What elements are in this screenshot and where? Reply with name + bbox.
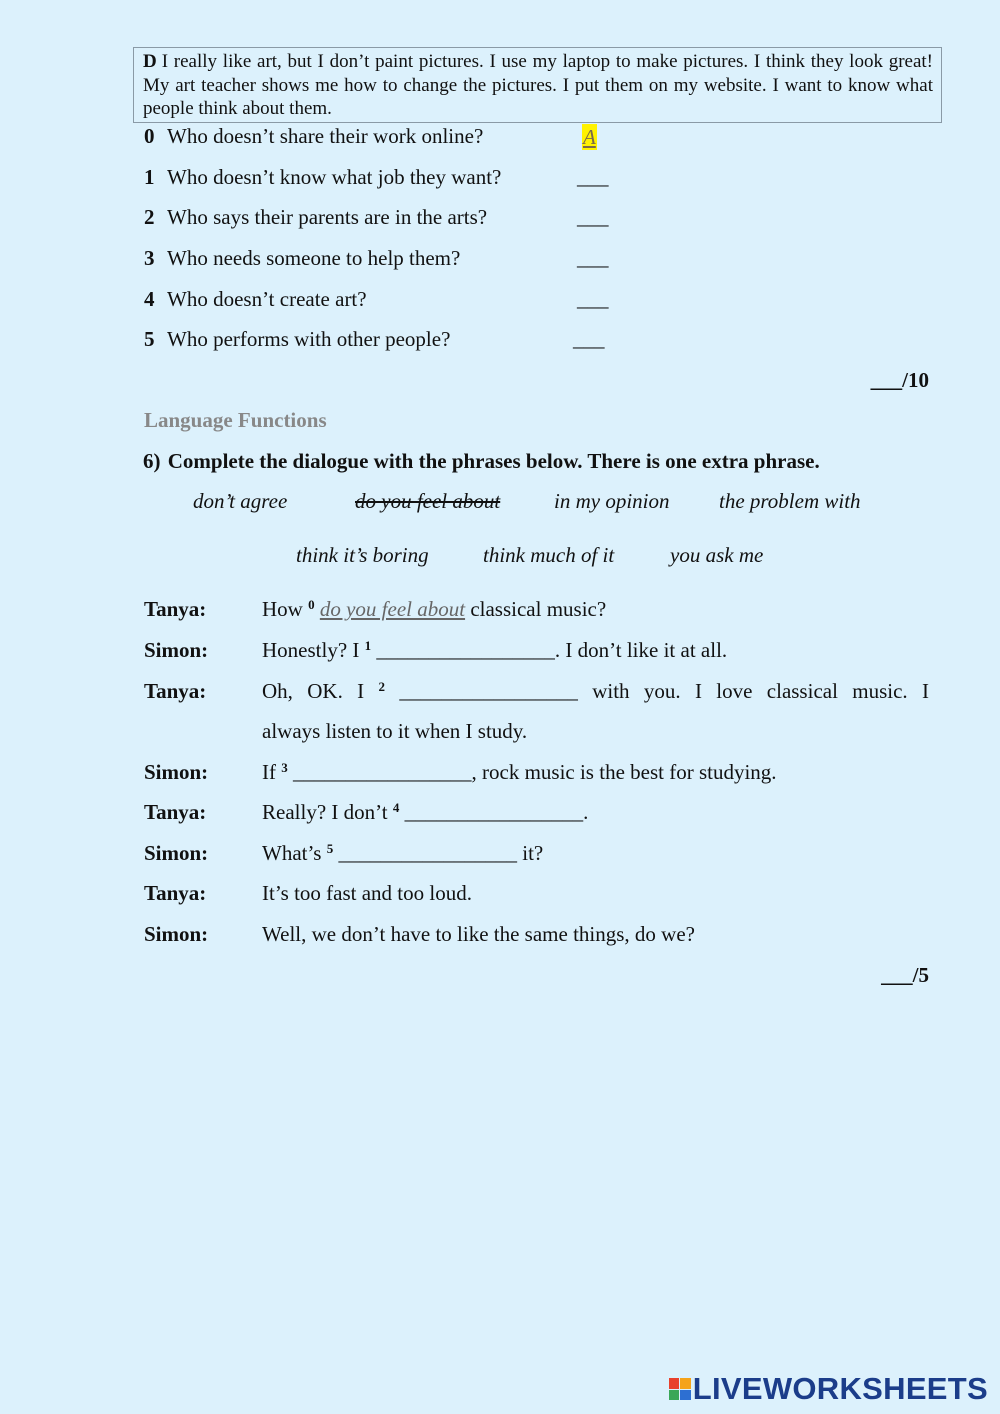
dialogue-line [262, 760, 777, 785]
logo-mark-icon [669, 1378, 691, 1400]
logo-square [680, 1378, 691, 1389]
phrase-option: don’t agree [193, 489, 288, 513]
gap-number: 1 [364, 638, 372, 653]
passage-box [133, 47, 942, 123]
answer-blank-1[interactable]: ___ [577, 165, 609, 189]
score-blank[interactable]: ___ [870, 368, 903, 392]
gap-number: 0 [308, 597, 315, 612]
question-number: 3 [144, 246, 155, 270]
dialogue-line [262, 679, 929, 704]
line-text: Oh, OK. I [262, 679, 379, 703]
dialogue-line [262, 800, 588, 825]
dialogue-line-continued: always listen to it when I study. [262, 719, 528, 743]
task-number: 6) [143, 449, 161, 473]
phrase-option: think much of it [483, 543, 615, 567]
question-number: 1 [144, 165, 155, 189]
line-text: with you. I love classical music. I [577, 679, 929, 703]
gap-number: 2 [378, 679, 386, 694]
line-text: How [262, 597, 309, 621]
line-text: Really? I don’t [262, 800, 393, 824]
line-text: . [583, 800, 589, 824]
task-text: Complete the dialogue with the phrases below. There is one extra phrase. [167, 449, 820, 473]
line-text: . I don’t like it at all. [554, 638, 728, 662]
question-text: Who doesn’t share their work online? [167, 124, 484, 148]
question-text: Who doesn’t create art? [167, 287, 367, 311]
example-answer: A [583, 125, 596, 149]
speaker-name: Simon: [144, 841, 209, 865]
answer-blank-2[interactable]: ___ [577, 205, 609, 229]
question-number: 4 [144, 287, 155, 311]
gap-number: 5 [326, 841, 334, 856]
phrase-option: you ask me [670, 543, 764, 567]
line-text: classical music? [465, 597, 607, 621]
gap-number: 4 [392, 800, 400, 815]
dialogue-line: It’s too fast and too loud. [262, 881, 472, 905]
speaker-name: Tanya: [144, 881, 207, 905]
score-language [881, 963, 929, 988]
score-blank[interactable]: ___ [881, 963, 913, 987]
speaker-name: Simon: [144, 638, 209, 662]
logo-square [669, 1390, 680, 1401]
gap-blank-5[interactable]: _________________ [338, 841, 517, 865]
question-text: Who needs someone to help them? [167, 246, 461, 270]
example-fill: do you feel about [319, 597, 466, 621]
question-number: 2 [144, 205, 155, 229]
line-text: If [262, 760, 282, 784]
line-text: it? [516, 841, 544, 865]
gap-blank-4[interactable]: _________________ [404, 800, 584, 824]
dialogue-line: Well, we don’t have to like the same things, do we? [262, 922, 695, 946]
phrase-option: the problem with [719, 489, 861, 513]
gap-blank-3[interactable]: _________________ [293, 760, 472, 784]
answer-blank-3[interactable]: ___ [577, 246, 609, 270]
phrase-option: think it’s boring [296, 543, 429, 567]
question-number: 5 [144, 327, 155, 351]
section-title: Language Functions [144, 408, 327, 432]
answer-blank-5[interactable]: ___ [573, 327, 605, 351]
gap-number: 3 [281, 760, 288, 775]
answer-blank-4[interactable]: ___ [577, 287, 609, 311]
question-text: Who performs with other people? [167, 327, 451, 351]
question-text: Who doesn’t know what job they want? [167, 165, 502, 189]
speaker-name: Tanya: [144, 800, 207, 824]
gap-blank-2[interactable]: _________________ [399, 679, 578, 703]
passage-label: D [143, 51, 157, 72]
logo-square [669, 1378, 680, 1389]
speaker-name: Simon: [144, 760, 209, 784]
score-total: /5 [912, 963, 929, 987]
speaker-name: Tanya: [144, 679, 207, 703]
passage-text: I really like art, but I don’t paint pictures. I use my laptop to make pictures. I think they look great! My art teacher shows me how to change the pictures. I put them on my website. I want to know what people think about them. [143, 51, 933, 119]
logo-square [680, 1390, 691, 1401]
question-text: Who says their parents are in the arts? [167, 205, 488, 229]
dialogue-line [262, 597, 606, 622]
question-number: 0 [144, 124, 155, 148]
logo-text: LIVEWORKSHEETS [692, 1371, 988, 1406]
speaker-name: Simon: [144, 922, 209, 946]
phrase-option: in my opinion [554, 489, 670, 513]
dialogue-line [262, 841, 543, 866]
task-instruction [143, 449, 820, 474]
line-text: , rock music is the best for studying. [471, 760, 777, 784]
speaker-name: Tanya: [144, 597, 207, 621]
line-text: What’s [262, 841, 327, 865]
score-total: /10 [902, 368, 929, 392]
dialogue-line [262, 638, 727, 663]
score-reading [871, 368, 929, 393]
phrase-option-used: do you feel about [355, 489, 501, 513]
gap-blank-1[interactable]: _________________ [376, 638, 555, 662]
line-text: Honestly? I [262, 638, 365, 662]
liveworksheets-logo[interactable] [669, 1372, 988, 1406]
